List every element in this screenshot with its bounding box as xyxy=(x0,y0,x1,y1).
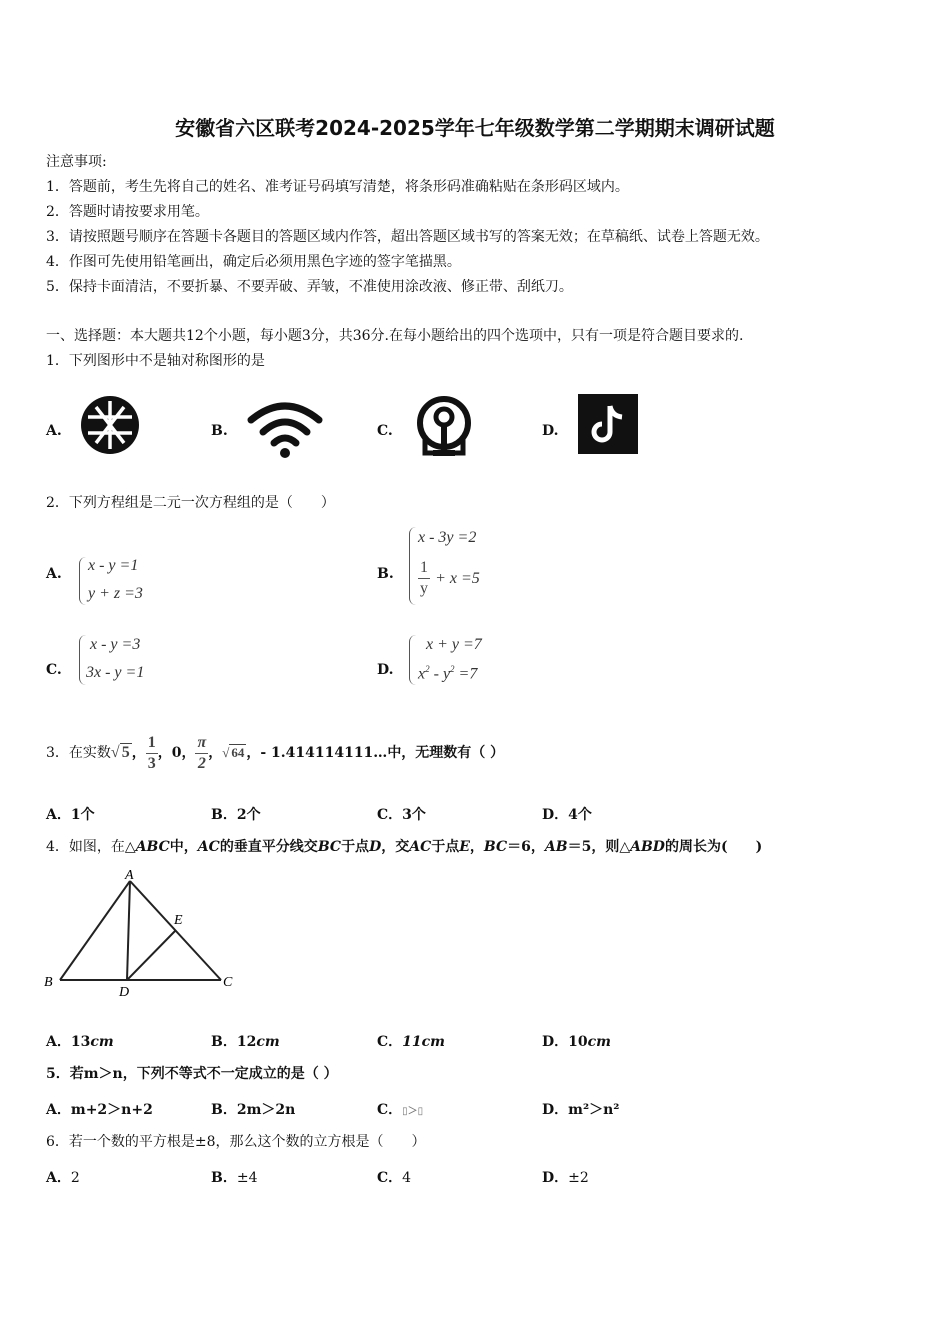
option-label: A． xyxy=(46,807,71,823)
term: E xyxy=(459,839,470,855)
text: 于点 xyxy=(431,839,460,855)
text: ， xyxy=(131,745,146,761)
sqrt: √ 5 xyxy=(110,744,130,761)
section-heading: 一、选择题：本大题共12个小题，每小题3分，共36分.在每小题给出的四个选项中，只有一项是符合题目要求的. xyxy=(46,328,744,344)
fraction xyxy=(146,733,158,774)
text: 的垂直平分线交 xyxy=(219,839,318,855)
text: ， xyxy=(469,839,484,855)
term: - y xyxy=(429,665,451,683)
q5-option-b xyxy=(211,1099,295,1119)
equation: x - 3y =2 xyxy=(418,529,477,546)
option-value: 1个 xyxy=(70,807,95,823)
text: ， xyxy=(246,745,261,761)
notice-item: 1．答题前，考生先将自己的姓名、准考证号码填写清楚，将条形码准确粘贴在条形码区域内。 xyxy=(46,179,629,195)
denominator: 3 xyxy=(147,754,156,772)
radicand: 64 xyxy=(231,745,245,760)
option-label: D． xyxy=(542,1034,569,1050)
term: x xyxy=(418,665,426,683)
unit: cm xyxy=(90,1034,114,1050)
brace xyxy=(79,635,86,685)
equation-fraction-line xyxy=(418,558,480,599)
option-value: 10 xyxy=(568,1034,588,1050)
exponent: 2 xyxy=(425,664,430,674)
question-5-text: 5．若m＞n，下列不等式不一定成立的是（ ） xyxy=(46,1066,338,1082)
text: ＝5，则△ xyxy=(567,839,631,855)
option-label: B． xyxy=(211,1102,237,1118)
q3-option-c xyxy=(377,804,426,824)
wifi-icon xyxy=(245,400,325,460)
fraction xyxy=(418,558,430,599)
equation: x - y =1 xyxy=(88,557,139,574)
q3-option-b xyxy=(211,804,261,824)
label-d: D xyxy=(119,985,130,1000)
unit: cm xyxy=(421,1034,445,1050)
q1-option-c-label: C. xyxy=(377,423,393,439)
option-label: B． xyxy=(211,1170,237,1186)
notice-item: 2．答题时请按要求用笔。 xyxy=(46,204,209,220)
option-value: m+2＞n+2 xyxy=(70,1102,153,1118)
option-label: B． xyxy=(211,807,237,823)
sqrt: √ 64 xyxy=(222,745,245,760)
text: ＝6， xyxy=(507,839,545,855)
numerator: 1 xyxy=(418,558,430,579)
label-e: E xyxy=(174,913,183,928)
notice-heading: 注意事项: xyxy=(46,154,107,170)
option-label: D． xyxy=(542,1170,569,1186)
q4-option-c xyxy=(377,1031,445,1051)
q1-option-d-label: D. xyxy=(542,423,559,439)
exponent: 2 xyxy=(450,664,455,674)
q3-option-a xyxy=(46,804,95,824)
denominator: y xyxy=(420,580,428,597)
term: ABD xyxy=(630,839,665,855)
option-label: A． xyxy=(46,1034,71,1050)
equation xyxy=(418,664,477,683)
option-value: m²＞n² xyxy=(568,1102,620,1118)
q2-option-b-label: B. xyxy=(377,566,394,582)
q1-option-a-label: A. xyxy=(46,423,62,439)
q5-option-c xyxy=(377,1099,423,1119)
option-value: 4个 xyxy=(568,807,592,823)
notice-item: 3．请按照题号顺序在答题卡各题目的答题区域内作答，超出答题区域书写的答案无效；在草稿纸、试卷上答题无效。 xyxy=(46,229,769,245)
brace xyxy=(409,527,416,605)
numerator: 1 xyxy=(146,733,158,754)
text: 于点 xyxy=(341,839,370,855)
q4-option-a xyxy=(46,1031,114,1051)
unit: cm xyxy=(587,1034,611,1050)
q2-option-a-label: A. xyxy=(46,566,62,582)
question-6-text: 6．若一个数的平方根是±8，那么这个数的立方根是（ ） xyxy=(46,1134,426,1150)
question-4-text xyxy=(46,838,762,856)
q6-option-c xyxy=(377,1167,411,1187)
fraction xyxy=(195,733,208,774)
text: ，0， xyxy=(157,745,196,761)
option-value: 2个 xyxy=(236,807,261,823)
label-a: A xyxy=(125,868,134,883)
radicand: 5 xyxy=(121,744,130,761)
railway-logo-icon xyxy=(413,395,475,457)
page-title: 安徽省六区联考2024-2025学年七年级数学第二学期期末调研试题 xyxy=(175,116,775,140)
q2-option-d-label: D. xyxy=(377,662,394,678)
option-label: D． xyxy=(542,1102,569,1118)
q2-option-c-label: C. xyxy=(46,662,62,678)
metro-logo-icon xyxy=(80,395,140,455)
q6-option-b xyxy=(211,1167,257,1187)
text: 中，无理数有（ ） xyxy=(387,745,505,761)
text: 4．如图，在△ xyxy=(46,839,136,855)
equation: x - y =3 xyxy=(90,636,141,653)
term: AB xyxy=(544,839,568,855)
option-value: ±4 xyxy=(236,1170,258,1186)
option-value: 2m＞2n xyxy=(236,1102,296,1118)
option-label: D． xyxy=(542,807,569,823)
option-label: B． xyxy=(211,1034,237,1050)
question-1-text: 1．下列图形中不是轴对称图形的是 xyxy=(46,353,265,369)
brace xyxy=(409,635,416,685)
term: =7 xyxy=(454,665,478,683)
notice-item: 4．作图可先使用铅笔画出，确定后必须用黑色字迹的签字笔描黑。 xyxy=(46,254,461,270)
notice-item: 5．保持卡面清洁，不要折暴、不要弄破、弄皱，不准使用涂改液、修正带、刮纸刀。 xyxy=(46,279,573,295)
text: ， xyxy=(208,745,223,761)
q5-option-d xyxy=(542,1099,619,1119)
option-label: C． xyxy=(377,807,403,823)
term: ABC xyxy=(135,839,170,855)
unit: cm xyxy=(256,1034,280,1050)
term: BC xyxy=(483,839,508,855)
equation: + x =5 xyxy=(435,570,480,587)
option-value: ±2 xyxy=(568,1170,589,1186)
option-value: 4 xyxy=(402,1170,412,1186)
option-value: ▯＞▯ xyxy=(402,1106,424,1117)
option-label: C． xyxy=(377,1034,403,1050)
text: 的周长为( ) xyxy=(664,839,763,855)
option-value: 3个 xyxy=(402,807,426,823)
option-label: C． xyxy=(377,1102,403,1118)
numerator: π xyxy=(195,733,208,754)
question-3-text xyxy=(46,720,504,786)
option-value: 11 xyxy=(402,1034,422,1050)
q6-option-a xyxy=(46,1167,80,1187)
equation: x + y =7 xyxy=(426,636,482,653)
question-2-text: 2．下列方程组是二元一次方程组的是（ ） xyxy=(46,495,335,511)
text: 3．在实数 xyxy=(46,745,111,761)
q6-option-d xyxy=(542,1167,589,1187)
label-b: B xyxy=(44,975,53,990)
text: 中， xyxy=(169,839,198,855)
number: - 1.414114111… xyxy=(260,745,388,761)
tiktok-logo-icon xyxy=(578,394,638,454)
term: BC xyxy=(317,839,342,855)
q4-option-d xyxy=(542,1031,611,1051)
option-value: 13 xyxy=(70,1034,91,1050)
text: ，交 xyxy=(381,839,410,855)
option-label: A． xyxy=(46,1170,71,1186)
option-value: 12 xyxy=(236,1034,257,1050)
option-label: A． xyxy=(46,1102,71,1118)
term: AC xyxy=(409,839,432,855)
equation: y + z =3 xyxy=(88,585,143,602)
label-c: C xyxy=(223,975,233,990)
q4-option-b xyxy=(211,1031,280,1051)
triangle-figure xyxy=(40,864,240,1004)
term: AC xyxy=(197,839,220,855)
q5-option-a xyxy=(46,1099,153,1119)
equation: 3x - y =1 xyxy=(86,664,145,681)
brace xyxy=(79,557,86,605)
option-value: 2 xyxy=(70,1170,80,1186)
denominator: 2 xyxy=(197,754,206,772)
option-label: C． xyxy=(377,1170,403,1186)
term: D xyxy=(369,839,382,855)
q3-option-d xyxy=(542,804,592,824)
q1-option-b-label: B. xyxy=(211,423,228,439)
